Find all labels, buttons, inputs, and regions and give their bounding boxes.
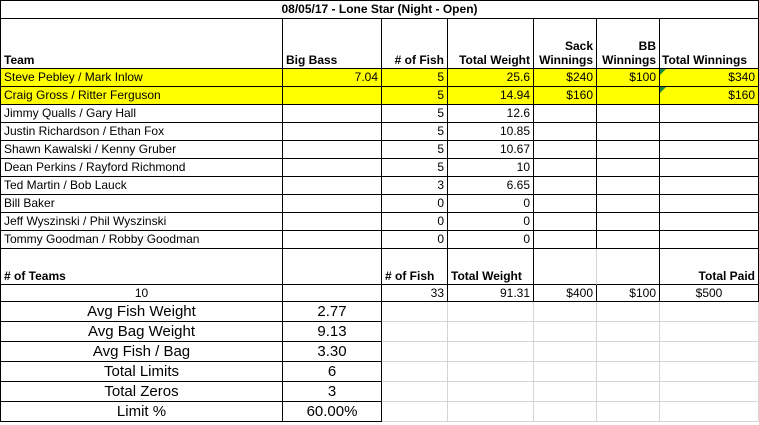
stat-label[interactable]: Avg Fish / Bag [0,342,283,362]
cell-sack-winnings[interactable] [534,123,597,141]
empty-cell[interactable] [448,322,534,342]
empty-cell[interactable] [597,382,660,402]
cell-big-bass[interactable] [283,87,382,105]
cell-bb-winnings[interactable]: $100 [597,69,660,87]
empty-cell[interactable] [660,302,759,322]
cell-indicator-icon [660,69,666,75]
empty-cell[interactable] [382,302,448,322]
cell-total-weight[interactable]: 10 [448,159,534,177]
cell-team[interactable]: Jeff Wyszinski / Phil Wyszinski [0,213,283,231]
cell-sack-winnings[interactable] [534,105,597,123]
header-big-bass[interactable]: Big Bass [283,19,382,69]
summary-total-paid[interactable]: $500 [660,285,759,302]
summary-bb-total[interactable]: $100 [597,285,660,302]
cell-bb-winnings[interactable] [597,141,660,159]
empty-cell[interactable] [448,402,534,422]
empty-cell[interactable] [660,322,759,342]
cell-total-weight[interactable]: 10.67 [448,141,534,159]
cell-team[interactable]: Justin Richardson / Ethan Fox [0,123,283,141]
cell-sack-winnings[interactable]: $240 [534,69,597,87]
cell-team[interactable]: Steve Pebley / Mark Inlow [0,69,283,87]
summary-header-num-teams[interactable]: # of Teams [0,249,283,285]
empty-cell[interactable] [534,382,597,402]
cell-total-winnings[interactable] [660,159,759,177]
empty-cell[interactable] [448,382,534,402]
cell-team[interactable]: Tommy Goodman / Robby Goodman [0,231,283,249]
cell-total-winnings[interactable] [660,213,759,231]
cell-big-bass[interactable] [283,159,382,177]
cell-total-weight[interactable]: 14.94 [448,87,534,105]
empty-cell[interactable] [448,302,534,322]
empty-cell[interactable] [382,322,448,342]
empty-cell[interactable] [382,382,448,402]
cell-sack-winnings[interactable] [534,195,597,213]
summary-total-weight[interactable]: 91.31 [448,285,534,302]
stat-value[interactable]: 60.00% [283,402,382,422]
empty-cell[interactable] [534,402,597,422]
cell-num-fish[interactable]: 5 [382,123,448,141]
summary-header-empty-bigbass[interactable] [283,249,382,285]
stat-label[interactable]: Total Limits [0,362,283,382]
empty-cell[interactable] [448,362,534,382]
cell-total-weight[interactable]: 0 [448,231,534,249]
empty-cell[interactable] [597,322,660,342]
stat-value[interactable]: 3.30 [283,342,382,362]
cell-team[interactable]: Craig Gross / Ritter Ferguson [0,87,283,105]
summary-header-num-fish[interactable]: # of Fish [382,249,448,285]
summary-empty-bigbass[interactable] [283,285,382,302]
header-team[interactable]: Team [0,19,283,69]
empty-cell[interactable] [534,302,597,322]
cell-bb-winnings[interactable] [597,213,660,231]
sheet-title[interactable]: 08/05/17 - Lone Star (Night - Open) [0,0,759,19]
empty-cell[interactable] [597,302,660,322]
cell-total-winnings[interactable] [660,195,759,213]
cell-num-fish[interactable]: 5 [382,87,448,105]
cell-total-winnings[interactable] [660,141,759,159]
empty-cell[interactable] [382,362,448,382]
cell-bb-winnings[interactable] [597,87,660,105]
header-sack-winnings[interactable]: Sack Winnings [534,19,597,69]
cell-num-fish[interactable]: 5 [382,141,448,159]
summary-header-empty-sack[interactable] [534,249,597,285]
empty-cell[interactable] [534,342,597,362]
empty-cell[interactable] [597,362,660,382]
cell-total-winnings[interactable] [660,123,759,141]
stat-value[interactable]: 6 [283,362,382,382]
cell-sack-winnings[interactable] [534,141,597,159]
cell-big-bass[interactable] [283,195,382,213]
cell-num-fish[interactable]: 0 [382,213,448,231]
cell-total-winnings[interactable]: $340 [660,69,759,87]
header-total-weight[interactable]: Total Weight [448,19,534,69]
empty-cell[interactable] [660,342,759,362]
cell-sack-winnings[interactable]: $160 [534,87,597,105]
cell-total-weight[interactable]: 10.85 [448,123,534,141]
cell-sack-winnings[interactable] [534,213,597,231]
empty-cell[interactable] [448,342,534,362]
cell-num-fish[interactable]: 0 [382,195,448,213]
empty-cell[interactable] [660,362,759,382]
empty-cell[interactable] [597,342,660,362]
cell-big-bass[interactable] [283,141,382,159]
cell-total-weight[interactable]: 25.6 [448,69,534,87]
cell-bb-winnings[interactable] [597,123,660,141]
summary-sack-total[interactable]: $400 [534,285,597,302]
cell-indicator-icon [660,87,666,93]
cell-big-bass[interactable] [283,177,382,195]
empty-cell[interactable] [660,402,759,422]
cell-total-weight[interactable]: 6.65 [448,177,534,195]
cell-total-weight[interactable]: 0 [448,195,534,213]
cell-num-fish[interactable]: 0 [382,231,448,249]
cell-team[interactable]: Bill Baker [0,195,283,213]
cell-total-weight[interactable]: 0 [448,213,534,231]
empty-cell[interactable] [382,402,448,422]
summary-header-total-weight[interactable]: Total Weight [448,249,534,285]
stat-value[interactable]: 2.77 [283,302,382,322]
header-num-fish[interactable]: # of Fish [382,19,448,69]
cell-big-bass[interactable] [283,213,382,231]
summary-header-total-paid[interactable]: Total Paid [660,249,759,285]
cell-big-bass[interactable] [283,123,382,141]
cell-num-fish[interactable]: 5 [382,105,448,123]
cell-total-winnings[interactable]: $160 [660,87,759,105]
empty-cell[interactable] [597,402,660,422]
stat-label[interactable]: Avg Fish Weight [0,302,283,322]
header-total-winnings[interactable]: Total Winnings [660,19,759,69]
cell-total-winnings[interactable] [660,231,759,249]
empty-cell[interactable] [534,322,597,342]
cell-total-weight[interactable]: 12.6 [448,105,534,123]
cell-big-bass[interactable] [283,231,382,249]
cell-bb-winnings[interactable] [597,105,660,123]
cell-bb-winnings[interactable] [597,177,660,195]
cell-sack-winnings[interactable] [534,177,597,195]
cell-bb-winnings[interactable] [597,159,660,177]
cell-num-fish[interactable]: 5 [382,69,448,87]
cell-total-winnings[interactable] [660,105,759,123]
summary-num-teams[interactable]: 10 [0,285,283,302]
cell-big-bass[interactable] [283,105,382,123]
stat-label[interactable]: Limit % [0,402,283,422]
cell-bb-winnings[interactable] [597,231,660,249]
cell-sack-winnings[interactable] [534,159,597,177]
stat-value[interactable]: 9.13 [283,322,382,342]
summary-num-fish[interactable]: 33 [382,285,448,302]
cell-team[interactable]: Jimmy Qualls / Gary Hall [0,105,283,123]
summary-header-empty-bb[interactable] [597,249,660,285]
cell-total-winnings[interactable] [660,177,759,195]
stat-value[interactable]: 3 [283,382,382,402]
empty-cell[interactable] [382,342,448,362]
cell-team[interactable]: Shawn Kawalski / Kenny Gruber [0,141,283,159]
cell-team[interactable]: Dean Perkins / Rayford Richmond [0,159,283,177]
cell-big-bass[interactable]: 7.04 [283,69,382,87]
cell-num-fish[interactable]: 3 [382,177,448,195]
header-bb-winnings[interactable]: BB Winnings [597,19,660,69]
cell-sack-winnings[interactable] [534,231,597,249]
cell-bb-winnings[interactable] [597,195,660,213]
stat-label[interactable]: Avg Bag Weight [0,322,283,342]
stat-label[interactable]: Total Zeros [0,382,283,402]
cell-team[interactable]: Ted Martin / Bob Lauck [0,177,283,195]
empty-cell[interactable] [660,382,759,402]
cell-num-fish[interactable]: 5 [382,159,448,177]
empty-cell[interactable] [534,362,597,382]
